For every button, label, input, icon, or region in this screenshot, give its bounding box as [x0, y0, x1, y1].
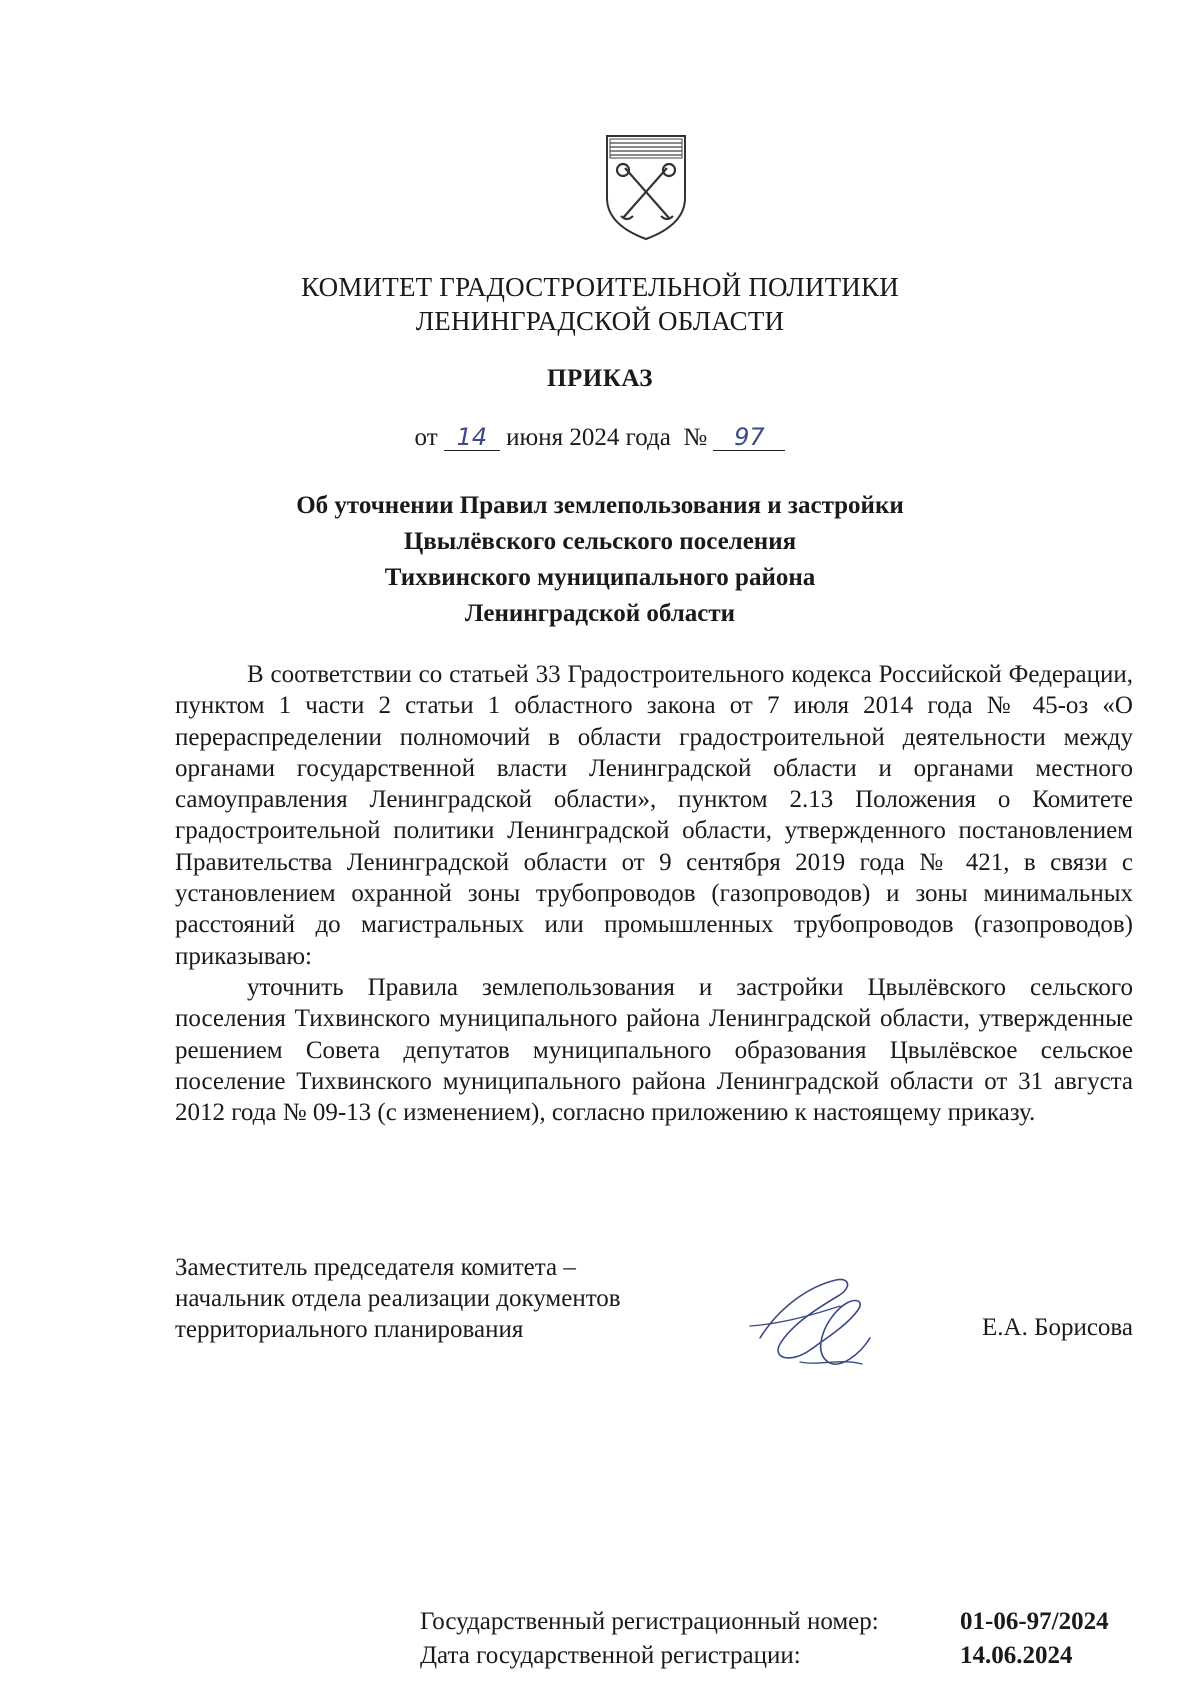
- organization-line-1: КОМИТЕТ ГРАДОСТРОИТЕЛЬНОЙ ПОЛИТИКИ: [301, 272, 899, 302]
- date-month-year: июня 2024 года: [506, 424, 671, 451]
- registration-date-label: Дата государственной регистрации:: [420, 1642, 801, 1669]
- number-sign: №: [683, 424, 708, 451]
- order-date-line: [0, 424, 1200, 452]
- date-prefix: от: [414, 424, 438, 451]
- document-title: [0, 488, 1200, 632]
- signature-block: [175, 1252, 1133, 1382]
- registration-number-label: Государственный регистрационный номер:: [420, 1608, 879, 1635]
- body-paragraph-2: уточнить Правила землепользования и застройки Цвылёвского сельского поселения Тихвинского муниципального района Ленинградской области, утвержденные решением Совета депутатов муниципального образования Цвылёвское сельское поселение Тихвинского муниципального района Ленинградской области от 31 августа 2012 года № 09-13 (с изменением), согласно приложению к настоящему приказу.: [175, 973, 1133, 1127]
- position-line-3: территориального планирования: [175, 1316, 524, 1343]
- coat-of-arms-emblem: [603, 132, 689, 242]
- handwritten-order-number: 97: [713, 424, 785, 451]
- registration-date-value: 14.06.2024: [960, 1642, 1073, 1669]
- position-line-1: Заместитель председателя комитета –: [175, 1254, 576, 1281]
- document-body: [175, 659, 1133, 1128]
- registration-date-row: [420, 1639, 1130, 1673]
- title-line-2: Цвылёвского сельского поселения: [403, 528, 797, 555]
- body-paragraph-1: В соответствии со статьей 33 Градостроительного кодекса Российской Федерации, пунктом 1 части 2 статьи 1 областного закона от 7 июля 2014 года № 45-оз «О перераспределении полномочий в области градостроительной деятельности между органами государственной власти Ленинградской области и органами местного самоуправления Ленинградской области», пунктом 2.13 Положения о Комитете градостроительной политики Ленинградской области, утвержденного постановлением Правительства Ленинградской области от 9 сентября 2019 года № 421, в связи с установлением охранной зоны трубопроводов (газопроводов) и зоны минимальных расстояний до магистральных или промышленных трубопроводов (газопроводов) приказываю:: [175, 661, 1133, 970]
- title-line-3: Тихвинского муниципального района: [384, 564, 816, 591]
- handwritten-day: 14: [444, 424, 500, 451]
- signatory-name: Е.А. Борисова: [982, 1314, 1133, 1341]
- registration-number-row: [420, 1605, 1130, 1639]
- signatory-position: [175, 1252, 621, 1345]
- registration-info: [420, 1605, 1130, 1673]
- organization-line-2: ЛЕНИНГРАДСКОЙ ОБЛАСТИ: [415, 306, 785, 336]
- position-line-2: начальник отдела реализации документов: [175, 1285, 621, 1312]
- handwritten-signature: [740, 1266, 885, 1376]
- organization-name: [0, 270, 1200, 338]
- title-line-4: Ленинградской области: [464, 600, 736, 627]
- document-type: ПРИКАЗ: [547, 365, 653, 392]
- registration-number-value: 01-06-97/2024: [960, 1608, 1109, 1635]
- title-line-1: Об уточнении Правил землепользования и застройки: [296, 492, 904, 519]
